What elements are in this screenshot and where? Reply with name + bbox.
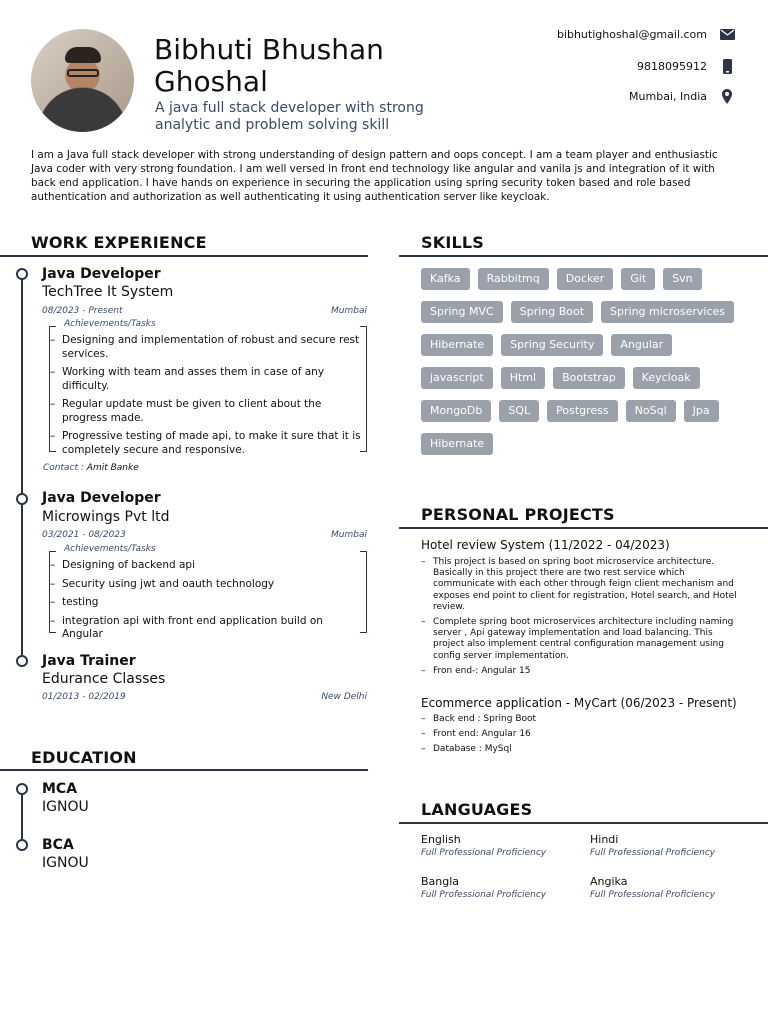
task-item: – testing <box>62 596 361 610</box>
skill-tag: Postgress <box>547 400 618 422</box>
skill-tag: Angular <box>611 334 672 356</box>
skill-tag: Docker <box>557 268 614 290</box>
work-section-title: WORK EXPERIENCE <box>31 233 207 252</box>
task-item: – Regular update must be given to client about the progress made. <box>62 398 361 425</box>
project-details <box>421 557 739 681</box>
task-item: – integration api with front end application build on Angular <box>62 615 361 642</box>
skill-tag: Spring microservices <box>601 301 734 323</box>
education-section-title: EDUCATION <box>31 748 137 767</box>
timeline-dot <box>16 268 28 280</box>
timeline-dot <box>16 839 28 851</box>
job-meta <box>42 306 367 316</box>
task-item: – Progressive testing of made api, to make it sure that it is completely secure and responsive. <box>62 430 361 457</box>
project-detail-item: – Front end: Angular 16 <box>421 729 739 740</box>
languages-section-title: LANGUAGES <box>421 800 533 819</box>
skill-tag: Hibernate <box>421 433 493 455</box>
task-item: – Working with team and asses them in case of any difficulty. <box>62 366 361 393</box>
language-item <box>590 875 715 900</box>
achievements-label: Achievements/Tasks <box>64 544 156 554</box>
contact-location <box>495 89 735 104</box>
education-timeline <box>21 789 23 846</box>
language-name: Bangla <box>421 875 460 888</box>
language-level: Full Professional Proficiency <box>421 848 547 858</box>
job-meta <box>42 530 367 540</box>
skill-tag: Git <box>621 268 655 290</box>
project-detail-item: – Complete spring boot microservices architecture including naming server , Api gateway implementation and load balancing. This project also implement central configuration management using config server implementation. <box>421 617 739 662</box>
skill-tag: Keycloak <box>633 367 700 389</box>
skill-tag: Svn <box>663 268 701 290</box>
skill-tag: Hibernate <box>421 334 493 356</box>
task-item: – Security using jwt and oauth technology <box>62 578 361 592</box>
job-dates: 03/2021 - 08/2023 <box>42 530 126 540</box>
skill-tag: javascript <box>421 367 493 389</box>
email-text[interactable]: bibhutighoshal@gmail.com <box>556 28 707 41</box>
projects-section-title: PERSONAL PROJECTS <box>421 505 615 524</box>
language-item <box>421 833 546 858</box>
languages-divider <box>399 822 768 824</box>
projects-divider <box>399 527 768 529</box>
phone-icon <box>719 59 735 74</box>
language-level: Full Professional Proficiency <box>421 890 547 900</box>
skill-tag: Jpa <box>684 400 719 422</box>
language-name: English <box>421 833 461 846</box>
job-meta <box>42 692 367 702</box>
job-place: Mumbai <box>331 530 367 540</box>
profile-photo <box>31 29 134 132</box>
language-level: Full Professional Proficiency <box>590 848 716 858</box>
skill-tag: MongoDb <box>421 400 491 422</box>
language-item <box>590 833 715 858</box>
language-level: Full Professional Proficiency <box>590 890 716 900</box>
skill-tag: NoSql <box>626 400 676 422</box>
job-reference <box>43 463 139 473</box>
skill-tag: Spring Boot <box>511 301 593 323</box>
work-timeline <box>21 274 23 663</box>
project-details <box>421 714 739 760</box>
candidate-name: Bibhuti Bhushan Ghoshal <box>154 33 384 98</box>
school-name: IGNOU <box>42 799 89 815</box>
education-divider <box>0 769 368 771</box>
job-dates: 08/2023 - Present <box>42 306 123 316</box>
job-company: Microwings Pvt ltd <box>42 509 170 525</box>
job-company: TechTree It System <box>42 284 174 300</box>
language-item <box>421 875 546 900</box>
skill-tag: Html <box>501 367 545 389</box>
tagline: A java full stack developer with strong analytic and problem solving skill <box>155 100 424 133</box>
language-name: Hindi <box>590 833 619 846</box>
project-detail-item: – Fron end-: Angular 15 <box>421 666 739 677</box>
job-title: Java Trainer <box>42 653 136 669</box>
job-dates: 01/2013 - 02/2019 <box>42 692 126 702</box>
job-place: New Delhi <box>321 692 367 702</box>
skills-section-title: SKILLS <box>421 233 484 252</box>
skill-tag: Kafka <box>421 268 470 290</box>
location-text: Mumbai, India <box>629 90 707 103</box>
project-title: Hotel review System (11/2022 - 04/2023) <box>421 538 670 552</box>
project-detail-item: – This project is based on spring boot microservice architecture. Basically in this project there are two rest service which communicate with each other through feign client mechanism and exposes end point to client for registration, Hotel search, and Hotel review. <box>421 557 739 613</box>
degree-name: BCA <box>42 837 74 853</box>
project-title: Ecommerce application - MyCart (06/2023 - Present) <box>421 696 737 710</box>
skills-list <box>421 268 741 466</box>
skill-tag: Spring Security <box>501 334 603 356</box>
contact-email[interactable] <box>495 28 735 41</box>
task-list <box>49 551 367 651</box>
language-name: Angika <box>590 875 628 888</box>
contact-phone[interactable] <box>495 59 735 74</box>
task-list <box>49 326 367 466</box>
timeline-dot <box>16 493 28 505</box>
skills-divider <box>399 255 768 257</box>
skill-tag: Bootstrap <box>553 367 625 389</box>
skill-tag: SQL <box>499 400 539 422</box>
phone-text[interactable]: 9818095912 <box>637 60 707 73</box>
project-detail-item: – Database : MySql <box>421 744 739 755</box>
achievements-label: Achievements/Tasks <box>64 319 156 329</box>
timeline-dot <box>16 655 28 667</box>
project-detail-item: – Back end : Spring Boot <box>421 714 739 725</box>
task-item: – Designing of backend api <box>62 559 361 573</box>
reference-name: Amit Banke <box>86 463 139 473</box>
timeline-dot <box>16 783 28 795</box>
achievements-box <box>49 544 367 640</box>
work-divider <box>0 255 368 257</box>
envelope-icon <box>719 29 735 40</box>
school-name: IGNOU <box>42 855 89 871</box>
achievements-box <box>49 319 367 456</box>
skill-tag: Spring MVC <box>421 301 503 323</box>
job-company: Edurance Classes <box>42 671 166 687</box>
skill-tag: Rabbitmq <box>478 268 549 290</box>
task-item: – Designing and implementation of robust and secure rest services. <box>62 334 361 361</box>
job-place: Mumbai <box>331 306 367 316</box>
reference-label: Contact : <box>43 463 87 473</box>
map-pin-icon <box>719 89 735 104</box>
job-title: Java Developer <box>42 490 161 506</box>
degree-name: MCA <box>42 781 78 797</box>
job-title: Java Developer <box>42 266 161 282</box>
summary-text: I am a Java full stack developer with strong understanding of design pattern and oops concept. I am a team player and enthusiastic Java coder with very strong foundation. I am well versed in front end technology like angular and vanila js and integration of it with back end application. I have hands on experience in securing the application using spring security token based and role based authentication and authorization as well authenticating it using authentication server like keycloak. <box>31 149 718 203</box>
